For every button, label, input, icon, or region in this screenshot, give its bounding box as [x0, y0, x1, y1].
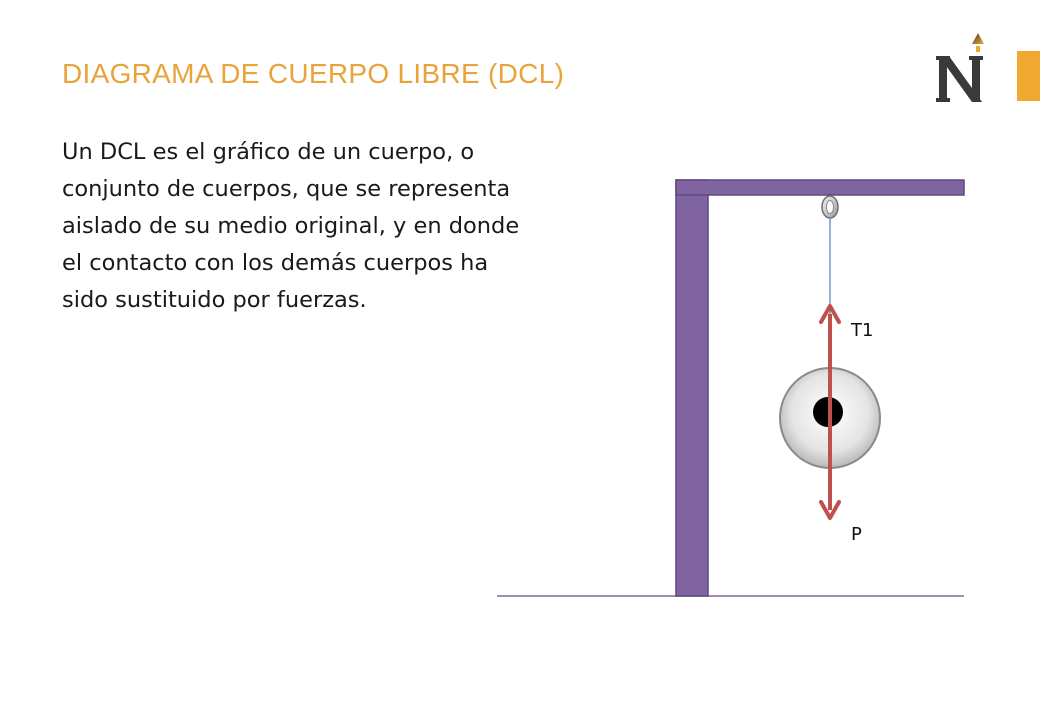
definition-line: el contacto con los demás cuerpos ha — [62, 250, 489, 276]
support-beam — [676, 180, 964, 195]
definition-line: Un DCL es el gráfico de un cuerpo, o — [62, 139, 475, 165]
accent-bar — [1017, 51, 1040, 101]
support-post — [676, 180, 708, 596]
free-body-diagram — [490, 170, 970, 610]
hook-ring-icon — [822, 196, 838, 218]
definition-line: conjunto de cuerpos, que se representa — [62, 176, 511, 202]
n-letter-logo-icon — [932, 30, 992, 110]
weight-label: P — [851, 524, 862, 545]
tension-label: T1 — [851, 320, 874, 341]
slide-title: DIAGRAMA DE CUERPO LIBRE (DCL) — [62, 58, 565, 89]
definition-line: sido sustituido por fuerzas. — [62, 287, 367, 313]
definition-line: aislado de su medio original, y en donde — [62, 213, 520, 239]
